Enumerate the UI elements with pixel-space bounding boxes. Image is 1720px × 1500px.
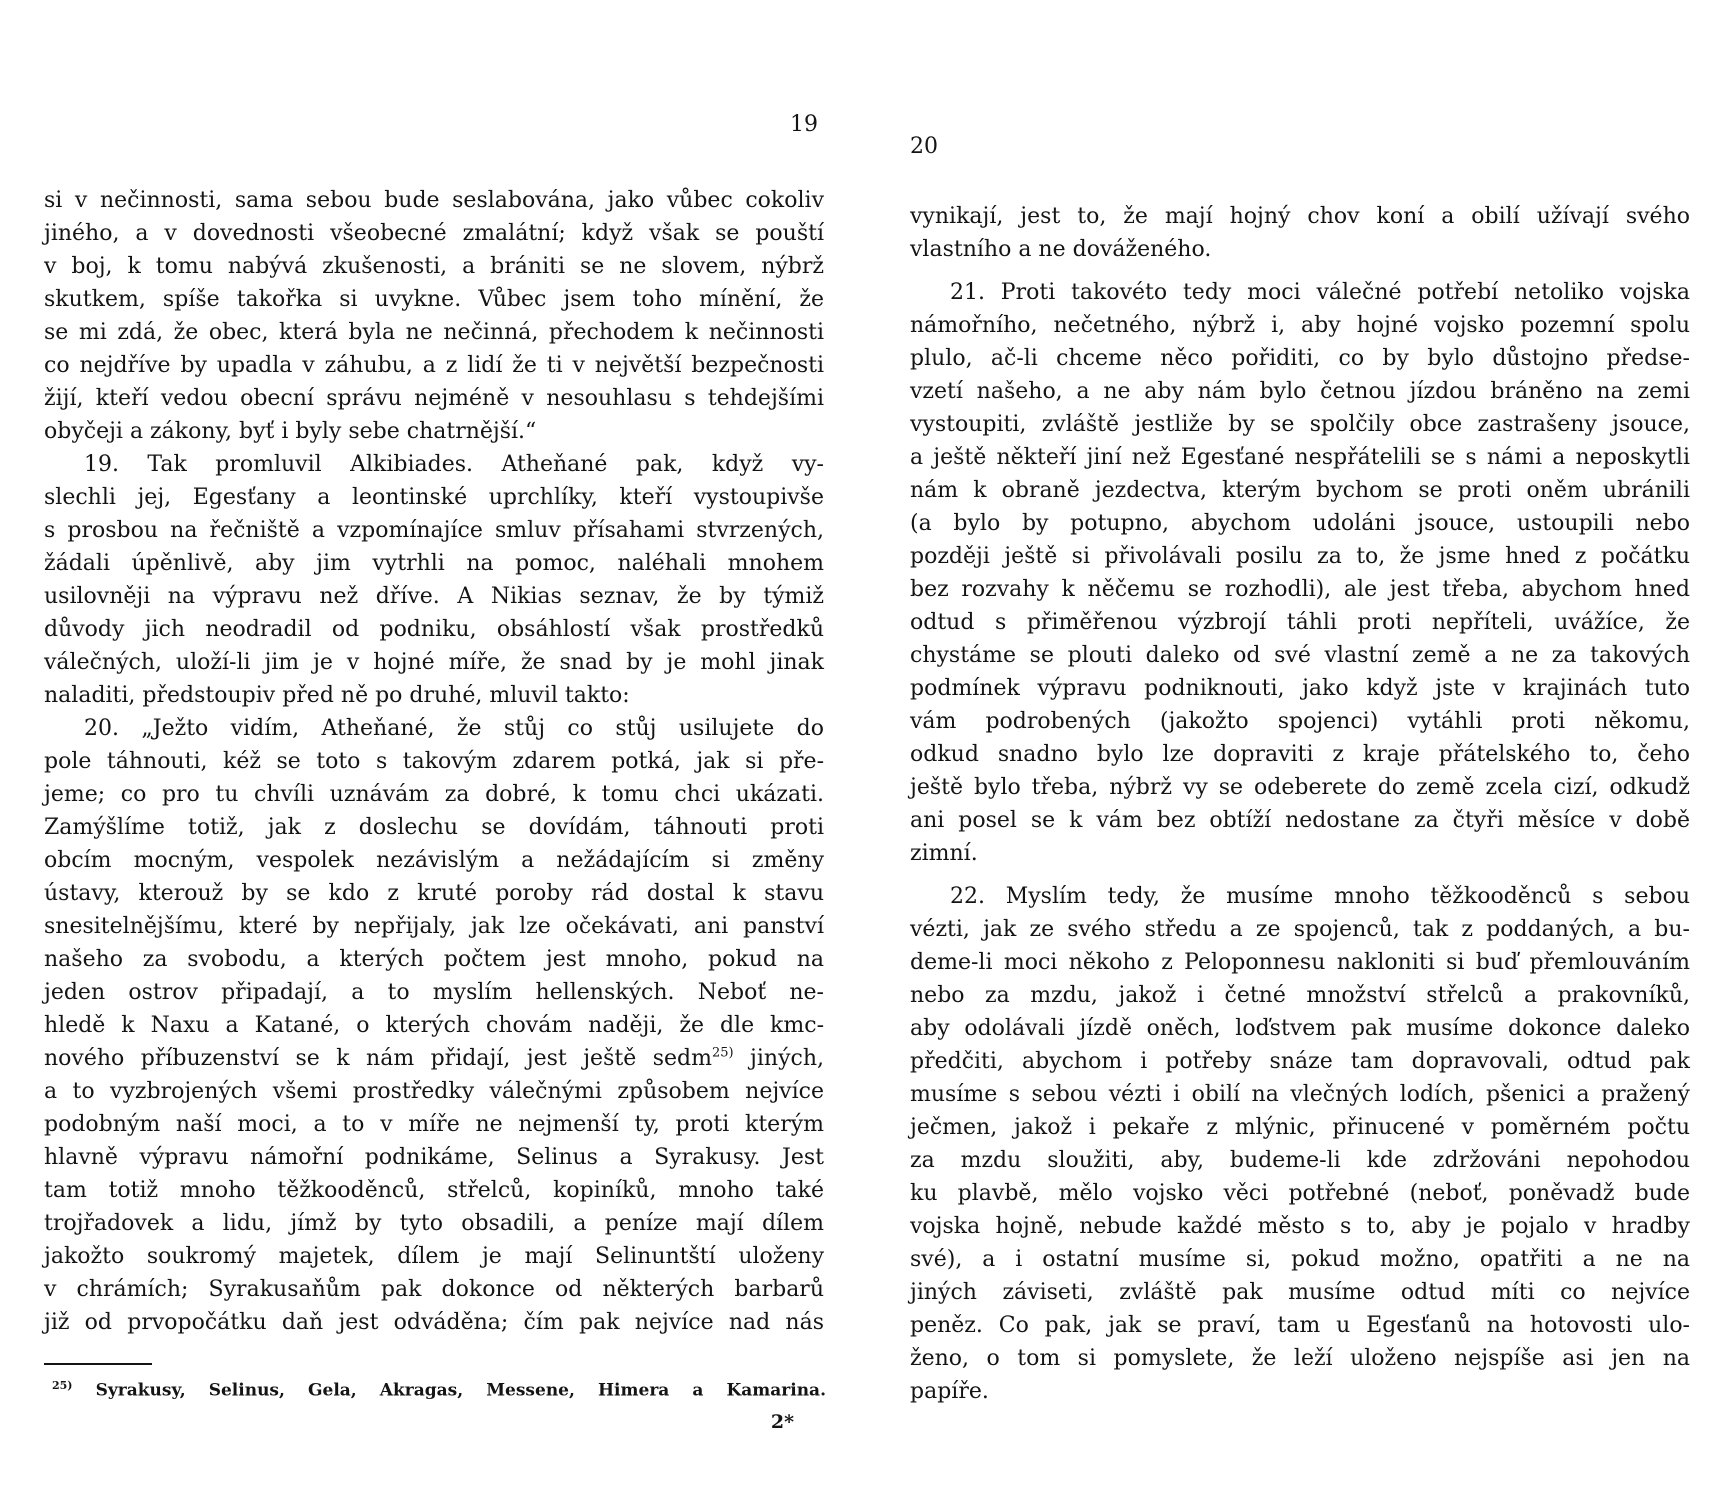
paragraph-21-line: 21. Proti takovéto tedy moci válečné potřebí netoliko vojska <box>950 280 1690 305</box>
text-line: ku plavbě, mělo vojsko věci potřebné (neboť, poněvadž bude <box>910 1181 1690 1206</box>
text-line: vézti, jak ze svého středu a ze spojenců, tak z poddaných, a bu- <box>910 917 1690 942</box>
paragraph-gap <box>910 870 1690 880</box>
text-line: za mzdu sloužiti, aby, budeme-li kde zdržováni nepohodou <box>910 1148 1690 1173</box>
text-line: trojřadovek a lidu, jímž by tyto obsadili, a peníze mají dílem <box>44 1211 824 1236</box>
text-line: odkud snadno bylo lze dopraviti z kraje přátelského to, čeho <box>910 742 1690 767</box>
right-page <box>910 0 1690 1500</box>
text-line: tam totiž mnoho těžkooděnců, střelců, kopiníků, mnoho také <box>44 1178 824 1203</box>
text-line: skutkem, spíše takořka si uvykne. Vůbec jsem toho mínění, že <box>44 287 824 312</box>
text-line: své), a i ostatní musíme si, pokud možno, opatřiti a ne na <box>910 1247 1690 1272</box>
right-page-text <box>910 200 1690 1408</box>
footnote-marker: 25) <box>52 1379 73 1392</box>
paragraph-gap <box>910 266 1690 276</box>
footnote-reference: 25) <box>711 1045 734 1061</box>
text-line: ještě bylo třeba, nýbrž vy se odeberete do země zcela cizí, odkudž <box>910 775 1690 800</box>
text-line: pole táhnouti, kéž se toto s takovým zdarem potká, jak si pře- <box>44 749 824 774</box>
text-line: chystáme se plouti daleko od své vlastní země a ne za takových <box>910 643 1690 668</box>
text-line: hledě k Naxu a Katané, o kterých chovám naději, že dle kmc- <box>44 1013 824 1038</box>
text-line: vynikají, jest to, že mají hojný chov koní a obilí užívají svého <box>910 204 1690 229</box>
text-line: se mi zdá, že obec, která byla ne nečinná, přechodem k nečinnosti <box>44 320 824 345</box>
text-line: bez rozvahy k něčemu se rozhodli), ale jest třeba, abychom hned <box>910 577 1690 602</box>
text-line: odtud s přiměřenou výzbrojí táhli proti nepříteli, uvážíce, že <box>910 610 1690 635</box>
text-line-with-footnote-ref <box>44 1042 824 1075</box>
page-number-left: 19 <box>790 112 818 137</box>
text-line: jeden ostrov připadají, a to myslím hellenských. Neboť ne- <box>44 980 824 1005</box>
text-line: hlavně výpravu námořní podnikáme, Selinus a Syrakusy. Jest <box>44 1145 824 1170</box>
text-line: musíme s sebou vézti i obilí na vlečných lodích, pšenici a pražený <box>910 1082 1690 1107</box>
text-line: (a bylo by potupno, abychom udoláni jsouce, ustoupili nebo <box>910 511 1690 536</box>
text-line: žijí, kteří vedou obecní správu nejméně v nesouhlasu s tehdejšími <box>44 386 824 411</box>
text-line: předčiti, abychom i potřeby snáze tam dopravovali, odtud pak <box>910 1049 1690 1074</box>
text-line: plulo, ač-li chceme něco pořiditi, co by bylo důstojno předse- <box>910 346 1690 371</box>
text-line: vojska hojně, nebude každé město s to, aby je pojalo v hradby <box>910 1214 1690 1239</box>
text-line: vzetí našeho, a ne aby nám bylo četnou jízdou bráněno na zemi <box>910 379 1690 404</box>
text-line: podobným naší moci, a to v míře ne nejmenší ty, proti kterým <box>44 1112 824 1137</box>
paragraph-20-line: 20. „Ježto vidím, Atheňané, že stůj co stůj usilujete do <box>84 716 824 741</box>
text-line: papíře. <box>910 1379 989 1404</box>
text-line: vám podrobených (jakožto spojenci) vytáhli proti někomu, <box>910 709 1690 734</box>
text-line: již od prvopočátku daň jest odváděna; čím pak nejvíce nad nás <box>44 1310 824 1335</box>
text-line: obyčeji a zákony, byť i byly sebe chatrnější.“ <box>44 419 537 444</box>
text-line: obcím mocným, vespolek nezávislým a nežádajícím si změny <box>44 848 824 873</box>
text-line: si v nečinnosti, sama sebou bude seslabována, jako vůbec cokoliv <box>44 188 824 213</box>
text-line: deme-li moci někoho z Peloponnesu nakloniti si buď přemlouváním <box>910 950 1690 975</box>
page-number-right: 20 <box>910 134 938 159</box>
text-line: vlastního a ne dováženého. <box>910 237 1212 262</box>
text-line: naladiti, předstoupiv před ně po druhé, mluvil takto: <box>44 683 630 708</box>
text-segment: nového příbuzenství se k nám přidají, jest ještě sedm <box>44 1046 712 1071</box>
text-line: usilovněji na výpravu než dříve. A Nikias seznav, že by týmiž <box>44 584 824 609</box>
text-line: vystoupiti, zvláště jestliže by se spolčily obce zastrašeny jsouce, <box>910 412 1690 437</box>
paragraph-22-line: 22. Myslím tedy, že musíme mnoho těžkooděnců s sebou <box>950 884 1690 909</box>
text-line: aby odolávali jízdě oněch, loďstvem pak musíme dokonce daleko <box>910 1016 1690 1041</box>
text-line: v boj, k tomu nabývá zkušenosti, a brániti se ne slovem, nýbrž <box>44 254 824 279</box>
text-line: Zamýšlíme totiž, jak z doslechu se dovídám, táhnouti proti <box>44 815 824 840</box>
text-line: a ještě někteří jiní než Egesťané nespřátelili se s námi a neposkytli <box>910 445 1690 470</box>
footnote-text: Syrakusy, Selinus, Gela, Akragas, Messene, Himera a Kamarina. <box>72 1380 826 1401</box>
text-line: žádali úpěnlivě, aby jim vytrhli na pomoc, naléhali mnohem <box>44 551 824 576</box>
left-page-text <box>44 184 824 1339</box>
text-line: co nejdříve by upadla v záhubu, a z lidí že ti v největší bezpečnosti <box>44 353 824 378</box>
text-line: ústavy, kterouž by se kdo z kruté poroby rád dostal k stavu <box>44 881 824 906</box>
text-line: nebo za mzdu, jakož i četné množství střelců a prakovníků, <box>910 983 1690 1008</box>
text-line: našeho za svobodu, a kterých počtem jest mnoho, pokud na <box>44 947 824 972</box>
text-line: nám k obraně jezdectva, kterým bychom se proti oněm ubránili <box>910 478 1690 503</box>
text-line: jiných záviseti, zvláště pak musíme odtud míti co nejvíce <box>910 1280 1690 1305</box>
text-line: s prosbou na řečniště a vzpomínajíce smluv přísahami stvrzených, <box>44 518 824 543</box>
signature-mark: 2* <box>770 1411 794 1433</box>
text-segment: jiných, <box>733 1046 824 1071</box>
footnote-divider <box>44 1363 152 1365</box>
text-line: v chrámích; Syrakusaňům pak dokonce od některých barbarů <box>44 1277 824 1302</box>
text-line: jakožto soukromý majetek, dílem je mají Selinuntští uloženy <box>44 1244 824 1269</box>
text-line: ani posel se k vám bez obtíží nedostane za čtyři měsíce v době <box>910 808 1690 833</box>
paragraph-19-line: 19. Tak promluvil Alkibiades. Atheňané pak, když vy- <box>84 452 824 477</box>
left-page <box>44 0 824 1500</box>
text-line: ženo, o tom si pomyslete, že leží uloženo nejspíše asi jen na <box>910 1346 1690 1371</box>
text-line: podmínek výpravu podniknouti, jako když jste v krajinách tuto <box>910 676 1690 701</box>
text-line: slechli jej, Egesťany a leontinské uprchlíky, kteří vystoupivše <box>44 485 824 510</box>
text-line: námořního, nečetného, nýbrž i, aby hojné vojsko pozemní spolu <box>910 313 1690 338</box>
text-line: a to vyzbrojených všemi prostředky válečnými způsobem nejvíce <box>44 1079 824 1104</box>
text-line: důvody jich neodradil od podniku, obsáhlostí však prostředků <box>44 617 824 642</box>
text-line: ječmen, jakož i pekaře z mlýnic, přinucené v poměrném počtu <box>910 1115 1690 1140</box>
text-line: válečných, uloží-li jim je v hojné míře, že snad by je mohl jinak <box>44 650 824 675</box>
text-line: snesitelnějšímu, které by nepřijaly, jak lze očekávati, ani panství <box>44 914 824 939</box>
footnote <box>52 1374 826 1403</box>
text-line: zimní. <box>910 841 978 866</box>
text-line: jeme; co pro tu chvíli uznávám za dobré, k tomu chci ukázati. <box>44 782 824 807</box>
text-line: jiného, a v dovednosti všeobecné zmalátní; když však se pouští <box>44 221 824 246</box>
text-line: peněz. Co pak, jak se praví, tam u Egesťanů na hotovosti ulo- <box>910 1313 1690 1338</box>
text-line: později ještě si přivolávali posilu za to, že jsme hned z počátku <box>910 544 1690 569</box>
